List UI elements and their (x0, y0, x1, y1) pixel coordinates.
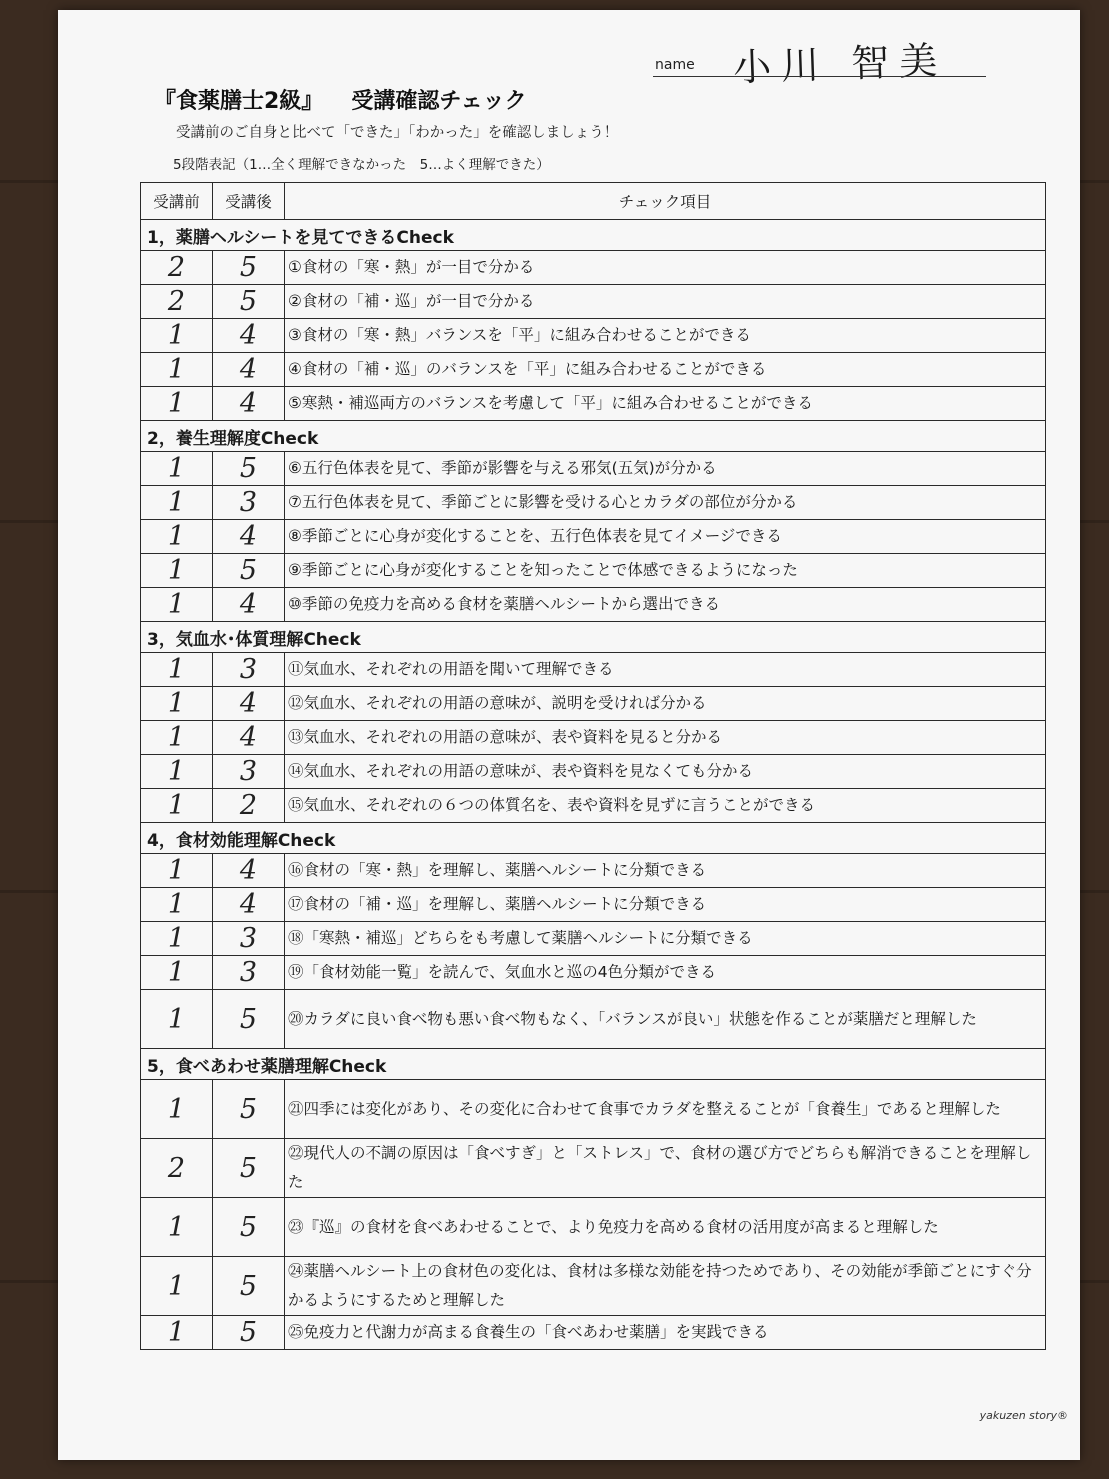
check-item-text: ⑲「食材効能一覧」を読んで、気血水と巡の4色分類ができる (285, 956, 1046, 990)
before-score: 1 (141, 1080, 213, 1139)
check-row (141, 922, 1046, 956)
before-score: 1 (141, 387, 213, 421)
after-score: 4 (213, 888, 285, 922)
check-item-text: ④食材の「補・巡」のバランスを「平」に組み合わせることができる (285, 353, 1046, 387)
check-row (141, 1198, 1046, 1257)
check-item-text: ③食材の「寒・熱」バランスを「平」に組み合わせることができる (285, 319, 1046, 353)
check-row (141, 990, 1046, 1049)
check-row (141, 789, 1046, 823)
check-item-text: ⑪気血水、それぞれの用語を聞いて理解できる (285, 653, 1046, 687)
check-row (141, 653, 1046, 687)
after-score: 5 (213, 554, 285, 588)
check-row (141, 1080, 1046, 1139)
after-score: 3 (213, 486, 285, 520)
section-header-row (141, 1049, 1046, 1080)
check-item-text: ⑭気血水、それぞれの用語の意味が、表や資料を見なくても分かる (285, 755, 1046, 789)
section-title: 4，食材効能理解Check (141, 823, 1046, 854)
check-row (141, 956, 1046, 990)
check-item-text: ⑱「寒熱・補巡」どちらをも考慮して薬膳ヘルシートに分類できる (285, 922, 1046, 956)
check-row (141, 486, 1046, 520)
section-header-row (141, 622, 1046, 653)
check-row (141, 1316, 1046, 1350)
before-score: 2 (141, 285, 213, 319)
section-header-row (141, 823, 1046, 854)
after-score: 5 (213, 251, 285, 285)
after-score: 4 (213, 353, 285, 387)
section-header-row (141, 421, 1046, 452)
check-row (141, 520, 1046, 554)
check-item-text: ⑫気血水、それぞれの用語の意味が、説明を受ければ分かる (285, 687, 1046, 721)
check-row (141, 452, 1046, 486)
handwritten-name: 小川 智美 (732, 38, 948, 90)
check-row (141, 1139, 1046, 1198)
after-score: 3 (213, 922, 285, 956)
before-score: 2 (141, 251, 213, 285)
before-score: 1 (141, 789, 213, 823)
before-score: 1 (141, 554, 213, 588)
check-item-text: ⑦五行色体表を見て、季節ごとに影響を受ける心とカラダの部位が分かる (285, 486, 1046, 520)
after-score: 5 (213, 285, 285, 319)
column-header-item: チェック項目 (285, 183, 1046, 220)
before-score: 1 (141, 1257, 213, 1316)
check-item-text: ②食材の「補・巡」が一目で分かる (285, 285, 1046, 319)
intro-text: 受講前のご自身と比べて「できた」「わかった」を確認しましょう！ (176, 125, 619, 141)
check-row (141, 755, 1046, 789)
check-row (141, 285, 1046, 319)
after-score: 5 (213, 452, 285, 486)
check-item-text: ⑳カラダに良い食べ物も悪い食べ物もなく、「バランスが良い」状態を作ることが薬膳だと理解した (285, 990, 1046, 1049)
check-item-text: ⑬気血水、それぞれの用語の意味が、表や資料を見ると分かる (285, 721, 1046, 755)
check-item-text: ⑤寒熱・補巡両方のバランスを考慮して「平」に組み合わせることができる (285, 387, 1046, 421)
name-label: name (655, 57, 695, 73)
check-row (141, 387, 1046, 421)
after-score: 4 (213, 721, 285, 755)
scale-note: 5段階表記（1…全く理解できなかった 5…よく理解できた） (173, 157, 550, 173)
check-row (141, 721, 1046, 755)
after-score: 4 (213, 588, 285, 622)
before-score: 1 (141, 588, 213, 622)
check-item-text: ⑥五行色体表を見て、季節が影響を与える邪気(五気)が分かる (285, 452, 1046, 486)
after-score: 4 (213, 520, 285, 554)
before-score: 1 (141, 687, 213, 721)
check-row (141, 353, 1046, 387)
table-header-row (141, 183, 1046, 220)
column-header-after: 受講後 (213, 183, 285, 220)
after-score: 5 (213, 1198, 285, 1257)
after-score: 4 (213, 319, 285, 353)
before-score: 1 (141, 452, 213, 486)
after-score: 3 (213, 755, 285, 789)
before-score: 1 (141, 990, 213, 1049)
before-score: 1 (141, 653, 213, 687)
check-row (141, 251, 1046, 285)
check-item-text: ⑧季節ごとに心身が変化することを、五行色体表を見てイメージできる (285, 520, 1046, 554)
before-score: 1 (141, 755, 213, 789)
name-underline (653, 76, 986, 77)
after-score: 5 (213, 1080, 285, 1139)
before-score: 1 (141, 1316, 213, 1350)
after-score: 5 (213, 1139, 285, 1198)
check-item-text: ㉓『巡』の食材を食べあわせることで、より免疫力を高める食材の活用度が高まると理解した (285, 1198, 1046, 1257)
section-title: 3，気血水･体質理解Check (141, 622, 1046, 653)
after-score: 2 (213, 789, 285, 823)
check-row (141, 588, 1046, 622)
check-item-text: ⑩季節の免疫力を高める食材を薬膳ヘルシートから選出できる (285, 588, 1046, 622)
after-score: 5 (213, 1316, 285, 1350)
before-score: 1 (141, 721, 213, 755)
before-score: 1 (141, 520, 213, 554)
check-row (141, 888, 1046, 922)
before-score: 1 (141, 854, 213, 888)
before-score: 1 (141, 1198, 213, 1257)
check-item-text: ①食材の「寒・熱」が一目で分かる (285, 251, 1046, 285)
check-row (141, 319, 1046, 353)
after-score: 4 (213, 854, 285, 888)
after-score: 3 (213, 653, 285, 687)
course-title: 『食薬膳士2級』 (154, 89, 324, 114)
check-row (141, 554, 1046, 588)
check-item-text: ⑯食材の「寒・熱」を理解し、薬膳ヘルシートに分類できる (285, 854, 1046, 888)
check-item-text: ⑮気血水、それぞれの６つの体質名を、表や資料を見ずに言うことができる (285, 789, 1046, 823)
section-title: 1，薬膳ヘルシートを見てできるCheck (141, 220, 1046, 251)
before-score: 1 (141, 956, 213, 990)
column-header-before: 受講前 (141, 183, 213, 220)
before-score: 2 (141, 1139, 213, 1198)
before-score: 1 (141, 922, 213, 956)
before-score: 1 (141, 353, 213, 387)
before-score: 1 (141, 888, 213, 922)
after-score: 4 (213, 387, 285, 421)
section-title: 2，養生理解度Check (141, 421, 1046, 452)
before-score: 1 (141, 486, 213, 520)
section-title: 5，食べあわせ薬膳理解Check (141, 1049, 1046, 1080)
page-title (154, 84, 527, 115)
check-item-text: ⑨季節ごとに心身が変化することを知ったことで体感できるようになった (285, 554, 1046, 588)
check-row (141, 1257, 1046, 1316)
after-score: 3 (213, 956, 285, 990)
section-header-row (141, 220, 1046, 251)
check-item-text: ⑰食材の「補・巡」を理解し、薬膳ヘルシートに分類できる (285, 888, 1046, 922)
check-item-text: ㉒現代人の不調の原因は「食べすぎ」と「ストレス」で、食材の選び方でどちらも解消できることを理解した (285, 1139, 1046, 1198)
brand-mark: yakuzen story® (979, 1409, 1068, 1422)
check-row (141, 854, 1046, 888)
check-table (140, 182, 1046, 1350)
sheet-title: 受講確認チェック (351, 89, 527, 114)
check-row (141, 687, 1046, 721)
check-item-text: ㉔薬膳ヘルシート上の食材色の変化は、食材は多様な効能を持つためであり、その効能が季節ごとにすぐ分かるようにするためと理解した (285, 1257, 1046, 1316)
before-score: 1 (141, 319, 213, 353)
after-score: 4 (213, 687, 285, 721)
check-item-text: ㉕免疫力と代謝力が高まる食養生の「食べあわせ薬膳」を実践できる (285, 1316, 1046, 1350)
after-score: 5 (213, 1257, 285, 1316)
after-score: 5 (213, 990, 285, 1049)
check-sheet-paper (58, 10, 1080, 1460)
check-item-text: ㉑四季には変化があり、その変化に合わせて食事でカラダを整えることが「食養生」であると理解した (285, 1080, 1046, 1139)
